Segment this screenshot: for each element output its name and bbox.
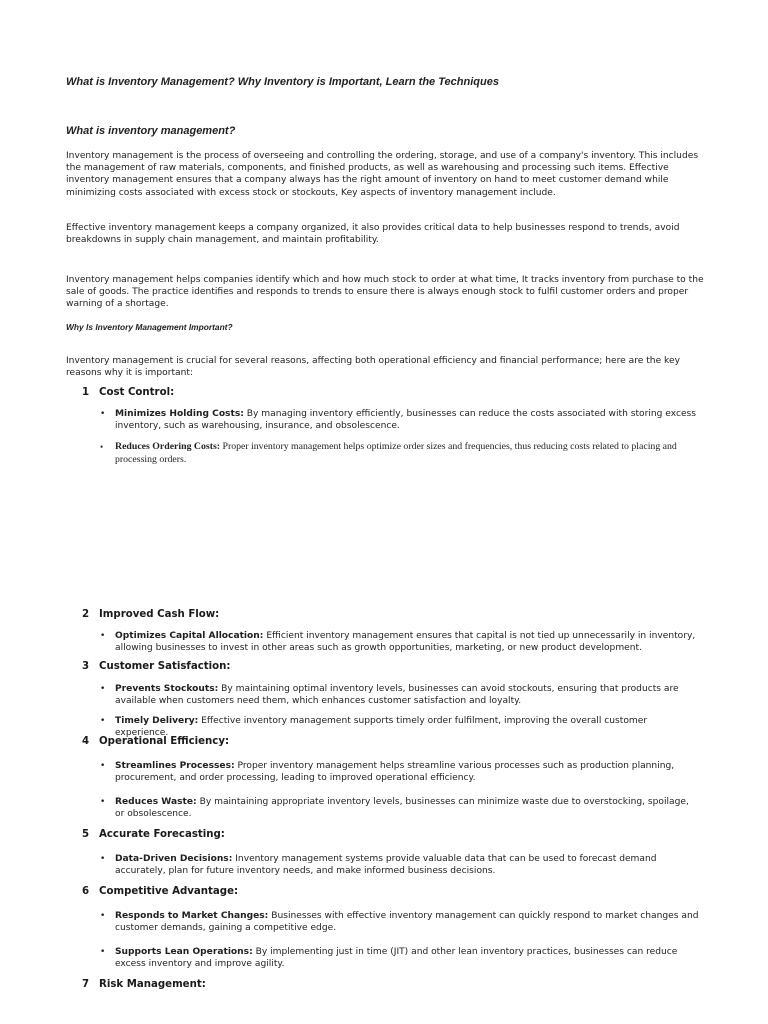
list-item [100,683,700,708]
list-item [100,910,700,935]
section-title: Competitive Advantage: [99,886,239,897]
list-item [100,796,700,821]
list-item [100,946,700,971]
bullet-term: Timely Delivery: [115,716,199,726]
bullet-term: Reduces Ordering Costs: [115,441,221,452]
section-number: 2 [82,609,90,620]
bullet-text: Inventory management systems provide valuable data that can be used to forecast demand accurately, plan for future inventory needs, and make informed business decisions. [115,854,657,877]
bullet-term: Reduces Waste: [115,797,197,807]
bullet-text: Businesses with effective inventory management can quickly respond to market changes and customer demands, gaining a competitive edge. [115,911,699,934]
section-title: Risk Management: [99,979,206,990]
bullet-term: Optimizes Capital Allocation: [115,631,264,641]
bullet-term: Minimizes Holding Costs: [115,409,244,419]
section-number: 4 [82,736,90,747]
bullet-icon: • [100,947,106,957]
section-title: Customer Satisfaction: [99,661,231,672]
bullet-term: Supports Lean Operations: [115,947,253,957]
section-5-heading [82,829,225,840]
list-item [100,630,700,655]
bullet-icon: • [100,684,106,694]
bullet-text: Proper inventory management helps streamline various processes such as production planning, procurement, and order processing, leading to improved operational efficiency. [115,761,675,784]
list-item [100,760,700,785]
bullet-text: By implementing just in time (JIT) and other lean inventory practices, businesses can reduce excess inventory and improve agility. [115,947,678,970]
section-2-heading [82,609,219,620]
bullet-text: Efficient inventory management ensures that capital is not tied up unnecessarily in inventory, allowing businesses to invest in other areas such as growth opportunities, marketing, or new product development. [115,631,696,654]
paragraph-2: Effective inventory management keeps a company organized, it also provides critical data to help businesses respond to trends, avoid breakdowns in supply chain management, and maintain profitability. [66,223,680,246]
document-title: What is Inventory Management? Why Inventory is Important, Learn the Techniques [66,76,499,88]
bullet-icon: • [100,911,106,921]
section-number: 5 [82,829,90,840]
bullet-icon: • [100,409,106,419]
bullet-icon: • [100,797,106,807]
intro-paragraph: Inventory management is crucial for several reasons, affecting both operational efficiency and financial performance; here are the key reasons why it is important: [66,356,680,379]
section-3-heading [82,661,230,672]
bullet-icon: • [100,442,104,452]
bullet-text: By maintaining optimal inventory levels, businesses can avoid stockouts, ensuring that products are available when customers need them, which enhances customer satisfaction and loyalty. [115,684,679,707]
list-item [100,853,700,878]
bullet-term: Prevents Stockouts: [115,684,219,694]
section-heading: What is inventory management? [66,125,236,137]
bullet-icon: • [100,761,106,771]
section-number: 3 [82,661,90,672]
bullet-term: Responds to Market Changes: [115,911,269,921]
bullet-text: Proper inventory management helps optimize order sizes and frequencies, thus reducing costs related to placing and processing orders. [115,441,677,465]
section-1-heading [82,387,174,398]
section-number: 7 [82,979,90,990]
list-item [100,408,700,433]
bullet-icon: • [100,716,106,726]
bullet-icon: • [100,854,106,864]
section-title: Improved Cash Flow: [99,609,220,620]
section-4-heading [82,736,229,747]
section-title: Cost Control: [99,387,175,398]
bullet-text: Effective inventory management supports timely order fulfilment, improving the overall customer experience. [115,716,648,739]
section-number: 6 [82,886,90,897]
why-heading: Why Is Inventory Management Important? [66,322,233,332]
paragraph-3: Inventory management helps companies identify which and how much stock to order at what time, It tracks inventory from purchase to the sale of goods. The practice identifies and responds to trends to ensure there is always enough stock to fulfil customer orders and proper warning of a shortage. [66,275,704,310]
bullet-text: By maintaining appropriate inventory levels, businesses can minimize waste due to overstocking, spoilage, or obsolescence. [115,797,689,820]
section-6-heading [82,886,238,897]
bullet-term: Data-Driven Decisions: [115,854,233,864]
list-item [100,441,700,466]
section-title: Operational Efficiency: [99,736,230,747]
section-7-heading [82,979,206,990]
bullet-text: By managing inventory efficiently, businesses can reduce the costs associated with storing excess inventory, such as warehousing, insurance, and obsolescence. [115,409,697,432]
section-title: Accurate Forecasting: [99,829,225,840]
bullet-icon: • [100,631,106,641]
paragraph-1: Inventory management is the process of overseeing and controlling the ordering, storage, and use of a company's inventory. This includes the management of raw materials, components, and finished products, as well as warehousing and processing such items. Effective inventory management ensures that a company always has the right amount of inventory on hand to meet customer demand while minimizing costs associated with excess stock or stockouts, Key aspects of inventory management include. [66,151,699,198]
section-number: 1 [82,387,90,398]
bullet-term: Streamlines Processes: [115,761,235,771]
